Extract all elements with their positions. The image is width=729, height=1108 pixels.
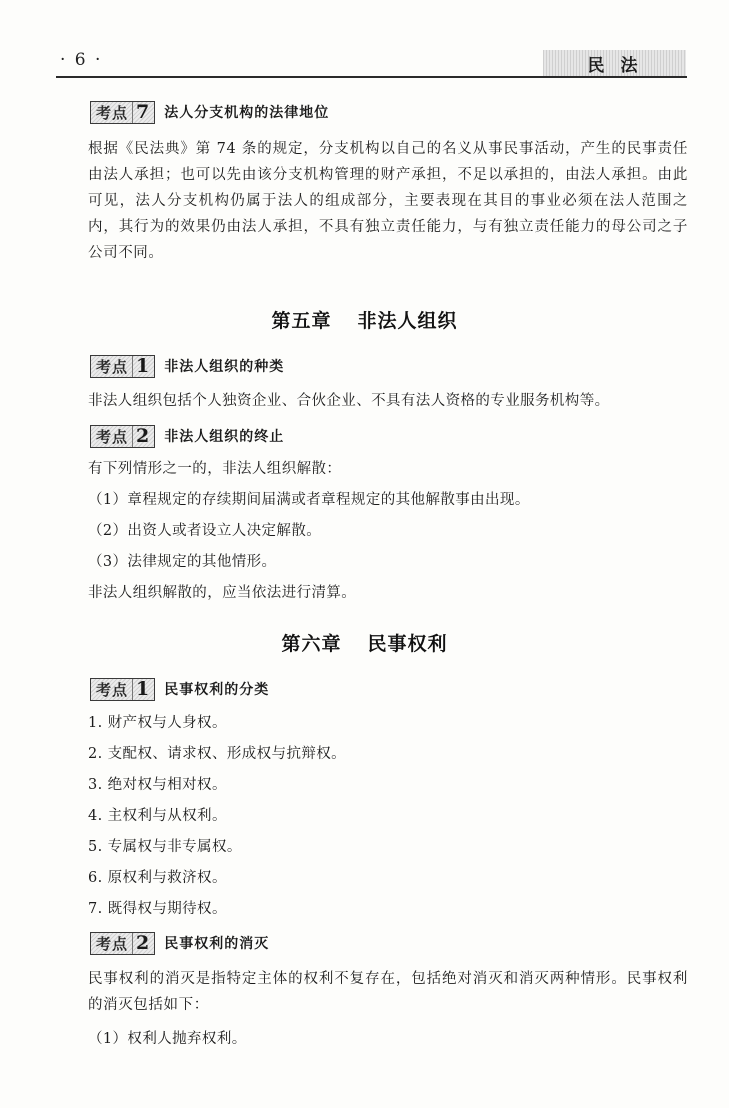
chapter-title: 民事权利 [367, 633, 448, 655]
text-line: （2）出资人或者设立人决定解散。 [88, 523, 322, 539]
list-item: 1. 财产权与人身权。 [88, 715, 227, 731]
text-line: （1）章程规定的存续期间届满或者章程规定的其他解散事由出现。 [88, 492, 530, 508]
badge-label: 考点 [96, 357, 129, 376]
paragraph-point-7: 根据《民法典》第 74 条的规定，分支机构以自己的名义从事民事活动，产生的民事责任由法人承担；也可以先由该分支机构管理的财产承担，不足以承担的，由法人承担。由此可见，法人分支机构仍属于法人的组成部分，主要表现在其目的事业必须在法人范围之内，其行为的效果仍由法人承担，不具有独立责任能力，与有独立责任能力的母公司之子公司不同。 [88, 141, 688, 261]
chapter-number: 第六章 [281, 633, 342, 655]
list-item: 4. 主权利与从权利。 [88, 808, 227, 824]
text-line: 非法人组织包括个人独资企业、合伙企业、不具有法人资格的专业服务机构等。 [88, 393, 610, 409]
chapter-title: 非法人组织 [357, 310, 458, 332]
badge-label: 考点 [96, 427, 129, 446]
point-badge [90, 101, 155, 124]
point-title: 非法人组织的终止 [164, 429, 285, 445]
point-badge [90, 425, 155, 448]
page-number: · 6 · [60, 50, 103, 70]
point-heading-6-1 [90, 677, 269, 701]
point-title: 民事权利的分类 [164, 682, 270, 698]
point-badge [90, 678, 155, 701]
section-tab: 民法 [543, 50, 686, 76]
badge-label: 考点 [96, 103, 129, 122]
point-badge [90, 932, 155, 955]
badge-number: 7 [132, 102, 154, 123]
badge-label: 考点 [96, 934, 129, 953]
list-item: 6. 原权利与救济权。 [88, 870, 227, 886]
badge-number: 2 [132, 426, 154, 447]
point-title: 法人分支机构的法律地位 [164, 105, 330, 121]
point-heading-5-1 [90, 354, 284, 378]
badge-label: 考点 [96, 680, 129, 699]
text-line: 非法人组织解散的，应当依法进行清算。 [88, 585, 357, 601]
list-item: 5. 专属权与非专属权。 [88, 839, 242, 855]
chapter-number: 第五章 [271, 310, 332, 332]
chapter-heading-6 [0, 629, 729, 656]
badge-number: 1 [132, 679, 154, 700]
point-heading-5-2 [90, 424, 284, 448]
list-item: 2. 支配权、请求权、形成权与抗辩权。 [88, 746, 347, 762]
header-rule [56, 76, 687, 78]
badge-number: 2 [132, 933, 154, 954]
point-title: 非法人组织的种类 [164, 359, 285, 375]
list-item: 3. 绝对权与相对权。 [88, 777, 227, 793]
list-item: 7. 既得权与期待权。 [88, 901, 227, 917]
chapter-heading-5 [0, 306, 729, 333]
badge-number: 1 [132, 356, 154, 377]
text-line: 有下列情形之一的，非法人组织解散： [88, 461, 342, 477]
point-title: 民事权利的消灭 [164, 936, 270, 952]
paragraph-rights-extinction: 民事权利的消灭是指特定主体的权利不复存在，包括绝对消灭和消灭两种情形。民事权利的消灭包括如下： [88, 971, 688, 1013]
text-line: （3）法律规定的其他情形。 [88, 554, 277, 570]
point-heading-7 [90, 100, 329, 124]
point-heading-6-2 [90, 931, 269, 955]
text-line: （1）权利人抛弃权利。 [88, 1031, 247, 1047]
point-badge [90, 355, 155, 378]
